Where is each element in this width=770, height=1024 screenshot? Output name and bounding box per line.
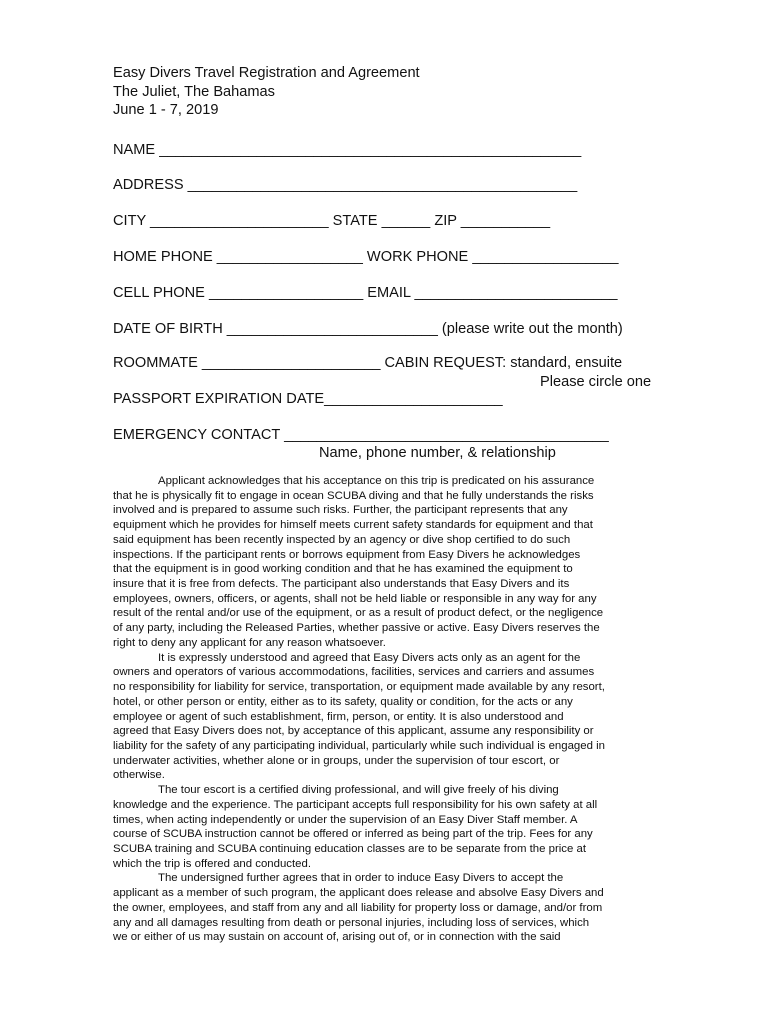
agreement-line: the owner, employees, and staff from any and all liability for property loss or damage, and/or from [113,901,603,914]
address-field[interactable]: ADDRESS ________________________________________________ [113,177,578,193]
agreement-line: that the equipment is in good working condition and that he has examined the equipment to [113,563,573,576]
name-field[interactable]: NAME ____________________________________________________ [113,142,582,158]
agreement-line: applicant as a member of such program, the applicant does release and absolve Easy Divers and [113,887,604,900]
city-state-zip-field[interactable]: CITY ______________________ STATE ______ ZIP ___________ [113,213,551,229]
agreement-line: that he is physically fit to engage in ocean SCUBA diving and that he fully understands the risks [113,489,594,502]
agreement-line: otherwise. [113,769,165,782]
emergency-contact-note: Name, phone number, & relationship [319,445,556,461]
document-header [113,64,420,120]
agreement-line: SCUBA training and SCUBA continuing education classes are to be separate from the price at [113,842,586,855]
date-of-birth-field[interactable]: DATE OF BIRTH __________________________ (please write out the month) [113,321,623,337]
agreement-text [113,474,658,945]
agreement-line: involved and is prepared to assume such risks. Further, the participant represents that any [113,504,568,517]
agreement-line: any and all damages resulting from death or personal injuries, including loss of services, which [113,916,590,929]
agreement-line: times, when acting independently or under the supervision of an Easy Diver Staff member. A [113,813,578,826]
agreement-line: equipment which he provides for himself meets current safety standards for equipment and that [113,519,593,532]
agreement-line: insure that it is free from defects. The participant also understands that Easy Divers and its [113,578,570,591]
agreement-line: we or either of us may sustain on account of, arising out of, or in connection with the said [113,931,561,944]
agreement-line: inspections. If the participant rents or borrows equipment from Easy Divers he acknowledges [113,548,581,561]
agreement-line: no responsibility for liability for service, transportation, or equipment made available by any resort, [113,681,605,694]
agreement-line: Applicant acknowledges that his acceptance on this trip is predicated on his assurance [158,475,595,487]
agreement-line: owners and operators of various accommodations, facilities, services and carriers and assumes [113,666,595,679]
trip-dates: June 1 - 7, 2019 [113,102,219,118]
agreement-line: course of SCUBA instruction cannot be offered or inferred as being part of the trip. Fees for any [113,828,593,841]
phone-fields[interactable]: HOME PHONE __________________ WORK PHONE __________________ [113,249,619,265]
agreement-line: It is expressly understood and agreed that Easy Divers acts only as an agent for the [158,651,581,664]
roommate-cabin-field[interactable]: ROOMMATE ______________________ CABIN REQUEST: standard, ensuite [113,355,623,371]
agreement-line: employee or agent of such establishment, firm, person, or entity. It is also understood and [113,710,564,723]
agreement-line: agreed that Easy Divers does not, by acceptance of this applicant, assume any responsibility or [113,725,594,738]
agreement-line: result of the rental and/or use of the equipment, or as a result of product defect, or the negligence [113,607,604,620]
agreement-line: The undersigned further agrees that in order to induce Easy Divers to accept the [158,872,564,885]
agreement-line: employees, owners, officers, or agents, shall not be held liable or responsible in any way for any [113,592,597,605]
agreement-line: which the trip is offered and conducted. [113,857,311,870]
passport-expiration-field[interactable]: PASSPORT EXPIRATION DATE______________________ [113,391,503,407]
agreement-line: The tour escort is a certified diving professional, and will give freely of his diving [158,784,559,797]
agreement-line: of any party, including the Released Parties, whether passive or active. Easy Divers reserves the [113,622,600,635]
trip-location: The Juliet, The Bahamas [113,83,275,100]
document-title: Easy Divers Travel Registration and Agreement [113,65,420,81]
agreement-line: underwater activities, whether alone or in groups, under the supervision of tour escort, or [113,754,560,767]
agreement-line: knowledge and the experience. The participant accepts full responsibility for his own safety at all [113,798,598,811]
agreement-line: liability for the safety of any participating individual, particularly while such individual is engaged in [113,739,605,752]
agreement-line: hotel, or other person or entity, either as to its safety, quality or condition, for the acts or any [113,695,573,708]
circle-one-note: Please circle one [540,374,652,390]
agreement-line: said equipment has been recently inspected by an agency or dive shop certified to do such [113,533,571,546]
emergency-contact-field[interactable]: EMERGENCY CONTACT ________________________________________ [113,427,609,443]
agreement-line: right to deny any applicant for any reason whatsoever. [113,636,386,649]
cell-email-fields[interactable]: CELL PHONE ___________________ EMAIL _________________________ [113,285,618,301]
